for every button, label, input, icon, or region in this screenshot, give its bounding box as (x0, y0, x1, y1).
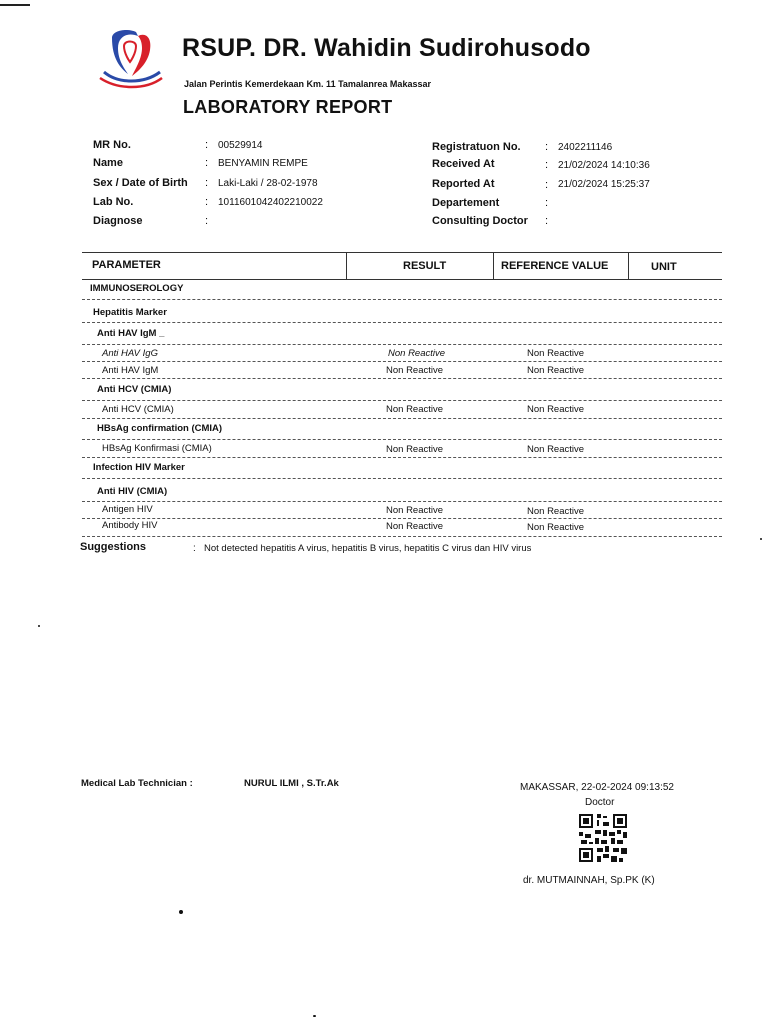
doctor-name: dr. MUTMAINNAH, Sp.PK (K) (523, 875, 655, 886)
scan-speck (38, 625, 40, 627)
mr-no-label: MR No. (93, 139, 131, 151)
technician-name: NURUL ILMI , S.Tr.Ak (244, 778, 339, 789)
section-immunoserology: IMMUNOSEROLOGY (90, 283, 184, 294)
sex-dob-label: Sex / Date of Birth (93, 177, 188, 189)
colon: : (205, 215, 209, 227)
row-divider (82, 439, 722, 440)
lab-no-label: Lab No. (93, 196, 134, 208)
row-result: Non Reactive (386, 521, 444, 532)
colon: : (545, 179, 549, 191)
colon: : (205, 196, 209, 208)
name-value: BENYAMIN REMPE (218, 158, 308, 169)
row-divider (82, 361, 722, 362)
table-header-bottom-border (82, 279, 722, 280)
section-anti-hav-igm: Anti HAV IgM _ (97, 328, 165, 339)
colon: : (205, 139, 209, 151)
sex-dob-value: Laki-Laki / 28-02-1978 (218, 178, 318, 189)
received-at-label: Received At (432, 158, 495, 170)
section-infection-hiv-marker: Infection HIV Marker (93, 462, 185, 473)
row-divider (82, 418, 722, 419)
section-hbsag-confirmation: HBsAg confirmation (CMIA) (97, 423, 223, 434)
report-title: LABORATORY REPORT (183, 97, 393, 117)
row-divider (82, 378, 722, 379)
doctor-title: Doctor (585, 797, 615, 808)
reported-at-label: Reported At (432, 178, 495, 190)
row-parameter: Anti HAV IgG (102, 348, 158, 359)
technician-label: Medical Lab Technician : (81, 778, 193, 789)
row-result: Non Reactive (386, 404, 444, 415)
received-at-value: 21/02/2024 14:10:36 (558, 160, 650, 171)
diagnose-label: Diagnose (93, 215, 143, 227)
column-header-reference-value: REFERENCE VALUE (501, 260, 609, 272)
column-divider (493, 253, 494, 279)
colon: : (545, 159, 549, 171)
row-divider (82, 501, 722, 502)
row-reference: Non Reactive (527, 522, 585, 533)
row-reference: Non Reactive (527, 365, 585, 376)
colon: : (205, 157, 209, 169)
name-label: Name (93, 157, 123, 169)
reported-at-value: 21/02/2024 15:25:37 (558, 179, 650, 190)
hospital-name: RSUP. DR. Wahidin Sudirohusodo (182, 34, 591, 62)
column-header-parameter: PARAMETER (92, 259, 161, 271)
section-anti-hiv: Anti HIV (CMIA) (97, 486, 168, 497)
row-divider (82, 344, 722, 345)
column-header-result: RESULT (403, 260, 447, 272)
consulting-doctor-label: Consulting Doctor (432, 215, 528, 227)
departement-label: Departement (432, 197, 500, 209)
colon: : (205, 177, 209, 189)
section-hepatitis-marker: Hepatitis Marker (93, 307, 167, 318)
section-anti-hcv: Anti HCV (CMIA) (97, 384, 172, 395)
colon: : (545, 197, 549, 209)
colon: : (545, 215, 549, 227)
scan-speck (179, 910, 183, 914)
row-divider (82, 457, 722, 458)
row-divider (82, 299, 722, 300)
colon: : (193, 543, 196, 554)
row-parameter: HBsAg Konfirmasi (CMIA) (102, 443, 212, 454)
place-datetime: MAKASSAR, 22-02-2024 09:13:52 (520, 782, 674, 793)
column-divider (628, 253, 629, 279)
column-divider (346, 253, 347, 279)
suggestions-text: Not detected hepatitis A virus, hepatitis B virus, hepatitis C virus dan HIV virus (204, 543, 532, 554)
scan-speck (760, 538, 762, 540)
qr-code (577, 812, 629, 864)
column-header-unit: UNIT (651, 261, 677, 273)
row-parameter: Antigen HIV (102, 504, 153, 515)
registration-no-value: 2402211146 (558, 142, 613, 153)
row-reference: Non Reactive (527, 404, 585, 415)
colon: : (545, 141, 549, 153)
scan-speck (313, 1015, 316, 1017)
row-parameter: Anti HAV IgM (102, 365, 159, 376)
row-result: Non Reactive (386, 505, 444, 516)
suggestions-label: Suggestions (80, 541, 147, 553)
row-parameter: Antibody HIV (102, 520, 158, 531)
row-reference: Non Reactive (527, 444, 585, 455)
table-top-border (82, 252, 722, 253)
row-divider (82, 322, 722, 323)
row-divider (82, 518, 722, 519)
mr-no-value: 00529914 (218, 140, 263, 151)
registration-no-label: Registratuon No. (432, 141, 521, 153)
row-reference: Non Reactive (527, 348, 585, 359)
row-divider (82, 400, 722, 401)
row-result: Non Reactive (386, 365, 444, 376)
hospital-address: Jalan Perintis Kemerdekaan Km. 11 Tamalanrea Makassar (184, 79, 431, 89)
row-result: Non Reactive (388, 348, 446, 359)
lab-no-value: 1011601042402210022 (218, 197, 323, 208)
table-bottom-border (82, 536, 722, 537)
scan-edge-mark (0, 4, 30, 6)
hospital-logo (98, 28, 164, 90)
row-divider (82, 478, 722, 479)
row-parameter: Anti HCV (CMIA) (102, 404, 174, 415)
row-reference: Non Reactive (527, 506, 585, 517)
row-result: Non Reactive (386, 444, 444, 455)
